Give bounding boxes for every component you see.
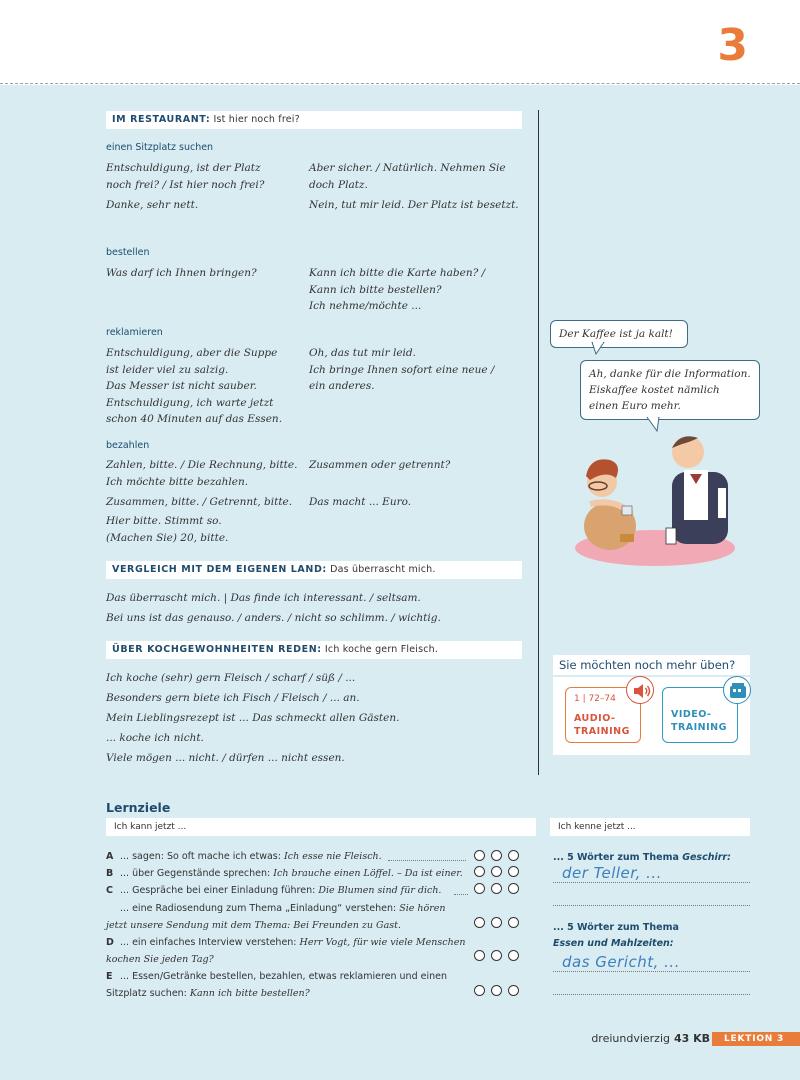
vergleich-heading <box>106 561 522 579</box>
page-word: dreiundvierzig <box>591 1032 670 1045</box>
self-assessment-smileys[interactable] <box>474 917 522 929</box>
self-assessment-smileys[interactable] <box>474 850 522 862</box>
chapter-number: 3 <box>717 20 748 71</box>
lernziele-bar-right: Ich kenne jetzt ... <box>550 818 750 836</box>
wordlist-heading <box>553 920 753 952</box>
vergleich-line: Bei uns ist das genauso. / anders. / nicht so schlimm. / wichtig. <box>106 612 441 624</box>
goal-row <box>106 934 466 968</box>
sad-smiley-icon[interactable] <box>474 917 485 928</box>
sad-smiley-icon[interactable] <box>474 950 485 961</box>
koch-line: ... koche ich nicht. <box>106 732 204 744</box>
sad-smiley-icon[interactable] <box>474 985 485 996</box>
audio-track-code: 1 | 72–74 <box>574 694 616 704</box>
speaker-icon <box>626 676 654 704</box>
wordlist-topic: Essen und Mahlzeiten: <box>553 938 674 949</box>
phrase-guest: Danke, sehr nett. <box>106 199 199 211</box>
goal-text: ... eine Radiosendung zum Thema „Einladung“ verstehen: <box>120 903 397 914</box>
lesson-tag: LEKTION 3 <box>712 1032 800 1046</box>
happy-smiley-icon[interactable] <box>508 917 519 928</box>
goal-letter: B <box>106 868 114 879</box>
goal-example: Sie hören jetzt unsere Sendung mit dem Thema: Bei Freunden zu Gast. <box>106 903 446 931</box>
koch-heading-bold: ÜBER KOCHGEWOHNHEITEN REDEN: <box>112 644 322 655</box>
goal-letter: E <box>106 971 113 982</box>
phrase-waiter: Kann ich bitte die Karte haben? / Kann ich bitte bestellen? Ich nehme/möchte ... <box>309 267 486 312</box>
audio-training-label: AUDIO- TRAINING <box>574 713 630 737</box>
bubble-tail <box>590 342 610 356</box>
goal-letter: A <box>106 851 114 862</box>
phrase-guest: Entschuldigung, aber die Suppe ist leider viel zu salzig. Das Messer ist nicht sauber. Entschuldigung, ich warte jetzt schon 40 Minuten auf das Essen. <box>106 347 283 425</box>
wordlist-prefix: ... 5 Wörter zum Thema <box>553 852 679 863</box>
answer-line <box>388 860 466 861</box>
answer-line[interactable] <box>553 994 750 995</box>
koch-line: Mein Lieblingsrezept ist ... Das schmeckt allen Gästen. <box>106 712 400 724</box>
header-divider <box>0 83 800 84</box>
happy-smiley-icon[interactable] <box>508 950 519 961</box>
goal-text: ... Essen/Getränke bestellen, bezahlen, etwas reklamieren und einen Sitzplatz suchen: <box>106 971 447 999</box>
wordlist-prefix: ... 5 Wörter zum Thema <box>553 922 679 933</box>
koch-heading-text: Ich koche gern Fleisch. <box>324 644 439 655</box>
video-training-label: VIDEO- TRAINING <box>671 709 727 733</box>
answer-line[interactable] <box>553 905 750 906</box>
audio-training-button[interactable] <box>565 687 641 743</box>
goal-letter: C <box>106 885 113 896</box>
happy-smiley-icon[interactable] <box>508 985 519 996</box>
happy-smiley-icon[interactable] <box>508 883 519 894</box>
neutral-smiley-icon[interactable] <box>491 985 502 996</box>
sad-smiley-icon[interactable] <box>474 883 485 894</box>
neutral-smiley-icon[interactable] <box>491 866 502 877</box>
goal-row <box>106 882 471 899</box>
film-icon <box>723 676 751 704</box>
goal-text: ... Gespräche bei einer Einladung führen: <box>120 885 316 896</box>
column-divider <box>538 110 539 775</box>
goal-row <box>106 848 471 865</box>
self-assessment-smileys[interactable] <box>474 985 522 997</box>
answer-line <box>454 894 468 895</box>
goal-row <box>106 865 471 882</box>
goal-example: Herr Vogt, für wie viele Menschen kochen Sie jeden Tag? <box>106 937 466 965</box>
goal-example: Kann ich bitte bestellen? <box>189 988 310 999</box>
restaurant-heading-bold: IM RESTAURANT: <box>112 114 211 125</box>
phrase-waiter: Das macht ... Euro. <box>309 496 412 508</box>
goal-letter: D <box>106 937 114 948</box>
practice-title: Sie möchten noch mehr üben? <box>553 655 750 675</box>
page-number-value: 43 <box>674 1032 690 1045</box>
vergleich-heading-bold: VERGLEICH MIT DEM EIGENEN LAND: <box>112 564 327 575</box>
phrase-waiter: Oh, das tut mir leid. Ich bringe Ihnen sofort eine neue / ein anderes. <box>309 347 495 392</box>
handwriting-example[interactable]: der Teller, ... <box>562 864 662 882</box>
goal-row <box>106 968 466 1002</box>
wordlist-topic: Geschirr: <box>682 852 731 863</box>
phrase-waiter: Aber sicher. / Natürlich. Nehmen Sie doch Platz. <box>309 162 506 191</box>
bezahlen-label: bezahlen <box>106 440 150 451</box>
phrase-guest: Entschuldigung, ist der Platz noch frei? / Ist hier noch frei? <box>106 162 265 191</box>
koch-line: Viele mögen ... nicht. / dürfen ... nicht essen. <box>106 752 345 764</box>
restaurant-heading <box>106 111 522 129</box>
handwriting-example[interactable]: das Gericht, ... <box>562 953 680 971</box>
sitzplatz-label: einen Sitzplatz suchen <box>106 142 214 153</box>
lernziele-title: Lernziele <box>106 800 171 815</box>
speech-bubble-guest: Der Kaffee ist ja kalt! <box>550 320 688 348</box>
neutral-smiley-icon[interactable] <box>491 883 502 894</box>
neutral-smiley-icon[interactable] <box>491 850 502 861</box>
lernziele-bar-left: Ich kann jetzt ... <box>106 818 536 836</box>
phrase-waiter: Nein, tut mir leid. Der Platz ist besetzt. <box>309 199 519 211</box>
self-assessment-smileys[interactable] <box>474 883 522 895</box>
self-assessment-smileys[interactable] <box>474 866 522 878</box>
video-training-button[interactable] <box>662 687 738 743</box>
restaurant-heading-text: Ist hier noch frei? <box>213 114 300 125</box>
vergleich-heading-text: Das überrascht mich. <box>330 564 436 575</box>
reklamieren-label: reklamieren <box>106 327 163 338</box>
phrase-guest: Zusammen, bitte. / Getrennt, bitte. <box>106 496 293 508</box>
goal-example: Ich brauche einen Löffel. – Da ist einer. <box>273 868 463 879</box>
happy-smiley-icon[interactable] <box>508 866 519 877</box>
self-assessment-smileys[interactable] <box>474 950 522 962</box>
page-header <box>0 0 800 84</box>
sad-smiley-icon[interactable] <box>474 866 485 877</box>
speech-bubble-waiter: Ah, danke für die Information. Eiskaffee kostet nämlich einen Euro mehr. <box>580 360 760 420</box>
phrase-guest: Was darf ich Ihnen bringen? <box>106 267 257 279</box>
phrase-guest: Zahlen, bitte. / Die Rechnung, bitte. Ich möchte bitte bezahlen. <box>106 459 298 488</box>
koch-line: Ich koche (sehr) gern Fleisch / scharf / süß / ... <box>106 672 356 684</box>
sad-smiley-icon[interactable] <box>474 850 485 861</box>
goal-example: Die Blumen sind für dich. <box>318 885 442 896</box>
neutral-smiley-icon[interactable] <box>491 917 502 928</box>
koch-line: Besonders gern biete ich Fisch / Fleisch / ... an. <box>106 692 360 704</box>
answer-line[interactable] <box>553 882 750 883</box>
goal-text: ... ein einfaches Interview verstehen: <box>120 937 297 948</box>
happy-smiley-icon[interactable] <box>508 850 519 861</box>
neutral-smiley-icon[interactable] <box>491 950 502 961</box>
phrase-guest: Hier bitte. Stimmt so. (Machen Sie) 20, bitte. <box>106 515 229 544</box>
goal-text: ... über Gegenstände sprechen: <box>120 868 271 879</box>
book-code: KB <box>693 1032 711 1045</box>
restaurant-illustration <box>560 430 750 570</box>
practice-box <box>553 677 750 755</box>
goal-text: ... sagen: So oft mache ich etwas: <box>120 851 281 862</box>
page-number <box>674 1032 710 1045</box>
answer-line[interactable] <box>553 971 750 972</box>
goal-example: Ich esse nie Fleisch. <box>284 851 382 862</box>
phrase-waiter: Zusammen oder getrennt? <box>309 459 451 471</box>
vergleich-line: Das überrascht mich. | Das finde ich interessant. / seltsam. <box>106 592 421 604</box>
goal-row <box>106 900 466 934</box>
bestellen-label: bestellen <box>106 247 150 258</box>
koch-heading <box>106 641 522 659</box>
